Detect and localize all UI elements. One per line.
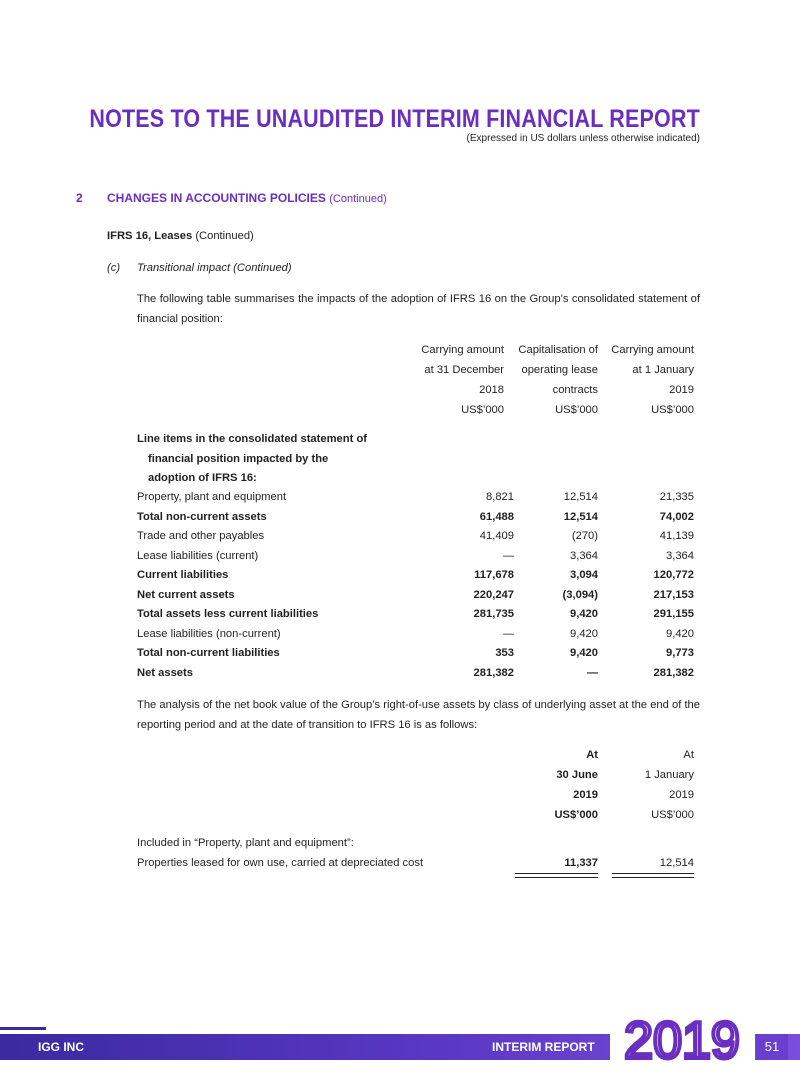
row-label: Total assets less current liabilities [137, 608, 319, 620]
table-row [137, 527, 694, 547]
table2-col2-header [645, 745, 694, 825]
row-value-1: 353 [495, 647, 514, 659]
header-line: Capitalisation of [518, 344, 598, 356]
row-value-3: 120,772 [653, 569, 694, 581]
table-row [137, 644, 694, 664]
table1-col3-header [611, 340, 694, 420]
section-heading [76, 191, 387, 205]
table-row [137, 488, 694, 508]
row-label: Total non-current liabilities [137, 647, 280, 659]
table1-body [137, 488, 694, 683]
row-value-2: 3,364 [570, 549, 598, 562]
year-text: 2019 [624, 1012, 740, 1065]
row-value-2: 9,420 [570, 627, 598, 640]
page-subtitle: (Expressed in US dollars unless otherwise indicated) [466, 133, 700, 144]
row-label: Net current assets [137, 588, 235, 601]
table1-col2-header [518, 340, 598, 420]
table2-intro: The analysis of the net book value of the Group’s right-of-use assets by class of underlying asset at the end of the reporting period and at the date of transition to IFRS 16 is as follows: [137, 699, 700, 731]
header-line: US$’000 [554, 809, 598, 821]
year-logo [610, 1010, 755, 1065]
row-value-1: 220,247 [473, 588, 514, 601]
header-line: Carrying amount [611, 344, 694, 356]
double-underline [515, 873, 598, 878]
header-line: 30 June [556, 769, 598, 781]
item-heading [107, 262, 292, 274]
table-row [137, 508, 694, 528]
footer-report: INTERIM REPORT [492, 1040, 595, 1054]
subheading [107, 230, 254, 242]
row-label: Property, plant and equipment [137, 491, 287, 503]
row-label: Current liabilities [137, 569, 229, 581]
table1-intro: The following table summarises the impacts of the adoption of IFRS 16 on the Group’s consolidated statement of financial position: [137, 293, 700, 325]
row-value-3: 74,002 [659, 510, 694, 523]
table1-col1-header [421, 340, 504, 420]
row-value-3: 41,139 [659, 530, 694, 542]
row-value-2: 12,514 [563, 491, 598, 503]
table1-heading-line: adoption of IFRS 16: [148, 472, 257, 484]
row-value-3: 3,364 [666, 549, 694, 562]
row-value-2: 9,420 [570, 608, 598, 620]
header-line: operating lease [521, 364, 598, 376]
row-value-1: — [502, 627, 514, 640]
header-line: at 1 January [632, 364, 694, 376]
item-marker: (c) [107, 262, 121, 274]
table1-heading-line: Line items in the consolidated statement of [137, 433, 367, 445]
footer-accent-line [0, 1027, 46, 1030]
row-value-1: 8,821 [486, 491, 514, 503]
row-value-2: 9,420 [570, 647, 598, 659]
table-row [137, 625, 694, 645]
row-label: Lease liabilities (current) [137, 549, 259, 562]
section-title: CHANGES IN ACCOUNTING POLICIES [107, 191, 326, 205]
table-row [137, 586, 694, 606]
row-label: Lease liabilities (non-current) [137, 627, 281, 640]
row-label: Net assets [137, 666, 193, 679]
section-continued: (Continued) [329, 193, 387, 205]
table-row [137, 566, 694, 586]
table-row [137, 664, 694, 684]
row-value-1: 61,488 [479, 510, 514, 523]
row-value-3: 9,420 [666, 627, 694, 640]
header-line: 2019 [573, 789, 598, 801]
double-underline [612, 873, 694, 878]
page-title: NOTES TO THE UNAUDITED INTERIM FINANCIAL REPORT [89, 105, 700, 133]
table2-included-label: Included in “Property, plant and equipment”: [137, 837, 354, 849]
row-value-2: 12,514 [563, 510, 598, 523]
table2-row-value-1: 11,337 [564, 857, 598, 869]
table-row [137, 605, 694, 625]
section-number: 2 [76, 191, 83, 205]
header-line: contracts [552, 384, 598, 396]
header-line: 1 January [644, 769, 694, 781]
header-line: 2019 [669, 384, 694, 396]
footer-company: IGG INC [38, 1040, 85, 1054]
header-line: 2018 [479, 384, 504, 396]
header-line: At [586, 749, 598, 761]
subheading-bold: IFRS 16, Leases [107, 230, 193, 242]
row-value-2: — [586, 666, 598, 679]
row-value-1: 281,382 [473, 666, 514, 679]
header-line: US$’000 [651, 809, 694, 821]
table-row [137, 547, 694, 567]
row-value-3: 21,335 [659, 491, 694, 503]
row-value-3: 9,773 [666, 647, 694, 659]
row-value-3: 217,153 [653, 588, 694, 601]
table2-row-value-2: 12,514 [659, 857, 694, 869]
year-logo-graphic [610, 1010, 755, 1065]
row-value-2: 3,094 [570, 569, 598, 581]
table2-col1-header [554, 745, 598, 825]
header-line: At [683, 749, 694, 761]
row-value-2: (270) [571, 530, 598, 542]
item-title: Transitional impact (Continued) [137, 262, 292, 274]
header-line: at 31 December [424, 364, 504, 376]
subheading-rest: (Continued) [195, 230, 254, 242]
header-line: US$’000 [651, 404, 694, 416]
table2-row-label: Properties leased for own use, carried at depreciated cost [137, 857, 424, 869]
row-label: Trade and other payables [137, 530, 265, 542]
header-line: US$’000 [461, 404, 504, 416]
table1-heading-line: financial position impacted by the [148, 453, 329, 465]
row-value-1: 281,735 [473, 608, 514, 620]
header-line: US$’000 [555, 404, 598, 416]
row-value-1: 117,678 [474, 569, 514, 581]
page-number: 51 [756, 1034, 788, 1060]
row-value-3: 291,155 [653, 608, 694, 620]
header-line: 2019 [669, 789, 694, 801]
header-line: Carrying amount [421, 344, 504, 356]
row-value-1: — [502, 549, 514, 562]
row-value-1: 41,409 [479, 530, 514, 542]
row-label: Total non-current assets [137, 510, 267, 523]
row-value-2: (3,094) [562, 588, 598, 601]
row-value-3: 281,382 [653, 666, 694, 679]
